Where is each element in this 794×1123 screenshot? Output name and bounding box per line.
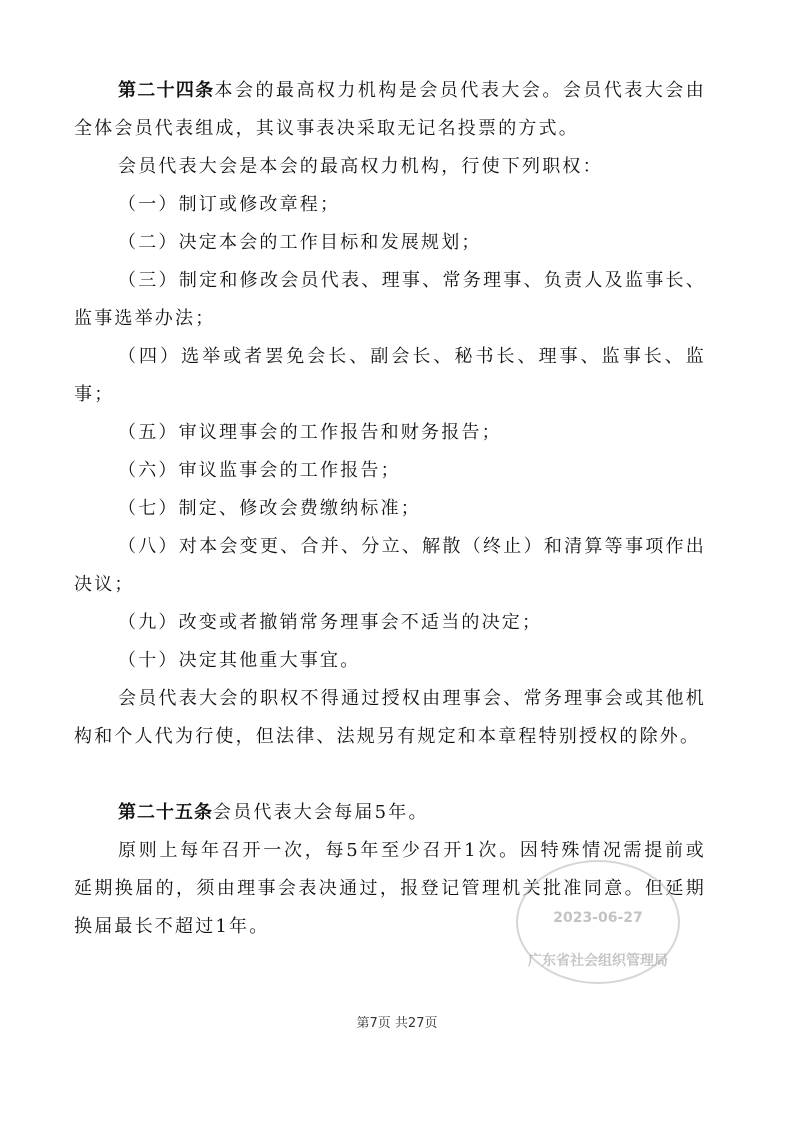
power-item-5: （五）审议理事会的工作报告和财务报告； bbox=[118, 422, 502, 443]
article-25-intro: 会员代表大会每届5年。 bbox=[213, 802, 429, 823]
article-25-body: 原则上每年召开一次，每5年至少召开1次。因特殊情况需提前或延期换届的，须由理事会表决通过，报登记管理机关批准同意。但延期换届最长不超过1年。 bbox=[74, 840, 706, 937]
article-24-paragraph bbox=[74, 72, 706, 148]
power-item-10: （十）决定其他重大事宜。 bbox=[118, 650, 361, 671]
powers-closing: 会员代表大会的职权不得通过授权由理事会、常务理事会或其他机构和个人代为行使，但法律、法规另有规定和本章程特别授权的除外。 bbox=[74, 688, 706, 747]
power-item-4: （四）选举或者罢免会长、副会长、秘书长、理事、监事长、监事； bbox=[74, 346, 706, 405]
powers-intro: 会员代表大会是本会的最高权力机构，行使下列职权： bbox=[118, 156, 603, 177]
article-24-heading: 第二十四条 bbox=[118, 80, 215, 101]
article-25-heading: 第二十五条 bbox=[118, 802, 213, 823]
power-item-1: （一）制订或修改章程； bbox=[118, 194, 341, 215]
article-25-paragraph bbox=[74, 794, 706, 832]
stamp-date: 2023-06-27 bbox=[553, 910, 643, 926]
power-item-3: （三）制定和修改会员代表、理事、常务理事、负责人及监事长、监事选举办法； bbox=[74, 270, 706, 329]
power-item-2: （二）决定本会的工作目标和发展规划； bbox=[118, 232, 482, 253]
power-item-7: （七）制定、修改会费缴纳标准； bbox=[118, 498, 421, 519]
power-item-8: （八）对本会变更、合并、分立、解散（终止）和清算等事项作出决议； bbox=[74, 536, 706, 595]
power-item-6: （六）审议监事会的工作报告； bbox=[118, 460, 401, 481]
page-number: 第7页 共27页 bbox=[356, 1016, 438, 1031]
stamp-org: 广东省社会组织管理局 bbox=[528, 953, 668, 969]
registration-stamp bbox=[516, 860, 680, 984]
article-24-intro: 本会的最高权力机构是会员代表大会。会员代表大会由全体会员代表组成，其议事表决采取无记名投票的方式。 bbox=[74, 80, 706, 139]
power-item-9: （九）改变或者撤销常务理事会不适当的决定； bbox=[118, 612, 543, 633]
